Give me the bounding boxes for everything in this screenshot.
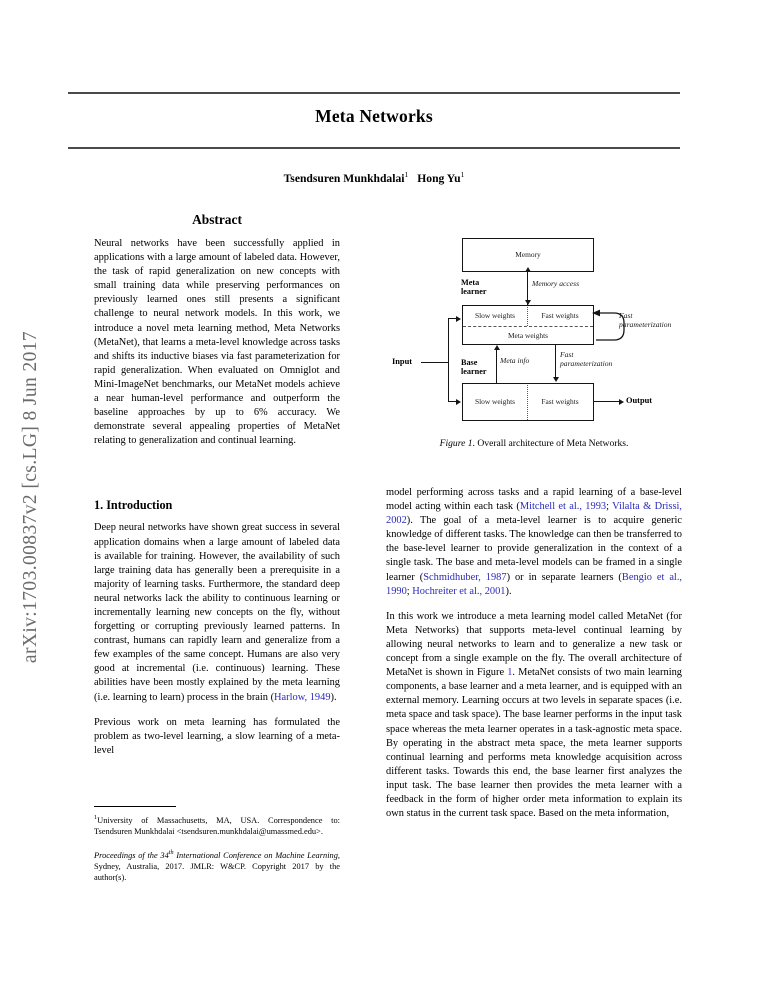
right-p1-part-a: model performing across tasks and a rapid learning of a base-level model acting within each task ( — [386, 487, 682, 513]
meta-slow-weights-label: Slow weights — [474, 311, 516, 320]
right-p1-part-b: ). The goal of a meta-level learner is to acquire generic knowledge of different tasks. The knowledge can then be transferred to the base-level learner to provide generalization in the context of a single task. The base and meta-level models can be framed in a single learner ( — [386, 515, 682, 583]
output-label: Output — [626, 396, 653, 405]
meta-learner-label-line2: learner — [461, 287, 487, 297]
author-affiliation-marker-1: 1 — [404, 170, 409, 179]
fast-parameterization-mid-arrow — [553, 377, 559, 382]
fast-parameterization-mid-line — [555, 345, 556, 378]
citation-schmidhuber-1987[interactable]: Schmidhuber, 1987 — [423, 571, 507, 583]
introduction-heading: 1. Introduction — [94, 498, 173, 513]
base-learner-vertical-divider — [527, 385, 528, 420]
proceedings-part-c: , Sydney, Australia, 2017. JMLR: W&CP. Copyright 2017 by the author(s). — [94, 850, 340, 882]
citation-harlow-1949[interactable]: Harlow, 1949 — [274, 691, 331, 703]
input-label: Input — [392, 357, 413, 366]
memory-access-label: Memory access — [532, 279, 580, 288]
base-learner-label — [461, 358, 486, 377]
output-line — [594, 401, 620, 402]
footnote-affiliation — [94, 812, 340, 837]
base-learner-label-line1: Base — [461, 358, 478, 367]
meta-learner-label — [461, 278, 486, 297]
introduction-paragraph-2: Previous work on meta learning has formulated the problem as two-level learning, a slow learning of a meta-level — [94, 716, 340, 756]
input-stem-line — [421, 362, 449, 363]
footnote-marker: 1 — [94, 814, 98, 821]
proceedings-ordinal: th — [168, 848, 174, 856]
author-affiliation-marker-2: 1 — [460, 170, 465, 179]
footnote-affiliation-text: University of Massachusetts, MA, USA. Correspondence to: Tsendsuren Munkhdalai <tsendsuren.munkhdalai@umassmed.edu>. — [94, 815, 340, 836]
meta-learner-horizontal-divider — [463, 326, 593, 327]
author-name-1: Tsendsuren Munkhdalai — [283, 171, 405, 185]
right-paragraph-2 — [386, 610, 682, 821]
right-column — [386, 486, 682, 821]
input-to-base-arrow — [456, 399, 461, 405]
fast-param-mid-line1: Fast — [560, 350, 574, 359]
page-title: Meta Networks — [315, 106, 433, 126]
meta-info-label: Meta info — [500, 356, 530, 365]
abstract-heading: Abstract — [192, 212, 242, 227]
base-fast-weights-label: Fast weights — [541, 397, 579, 406]
citation-bengio-1990[interactable]: Bengio et al., 1990 — [386, 571, 683, 597]
author-list — [68, 170, 680, 185]
right-p1-sep-1: ; — [606, 501, 613, 513]
proceedings-part-a: Proceedings of the — [94, 850, 161, 860]
output-arrow — [619, 399, 624, 405]
memory-access-arrow-up — [525, 267, 531, 272]
proceedings-part-b: International Conference on Machine Learning — [173, 850, 338, 860]
left-column — [94, 212, 340, 758]
title-rule-top — [68, 92, 680, 94]
right-p1-part-d: ). — [505, 585, 512, 597]
meta-learner-label-line1: Meta — [461, 278, 480, 287]
intro-p1-part-a: Deep neural networks have shown great success in several application domains when a large amount of labeled data is available for training. However, the availability of such large training data has generally been a prerequisite in a majority of learning tasks. Furthermore, the standard deep neural networks lack the ability to continuous learning or incrementally learning new concepts on the fly, without forgetting or corrupting previously learned patterns. In contrast, humans can rapidly learn and generalize from a few examples of the same concept. Humans are also very good at incremental (i.e. continuous) learning. These abilities have been mostly explained by the meta learning (i.e. learning to learn) process in the brain ( — [94, 522, 340, 703]
fast-parameterization-mid-label — [560, 350, 612, 368]
fast-param-right-line2: parameterization — [619, 320, 672, 329]
meta-fast-weights-label: Fast weights — [541, 311, 579, 320]
intro-p1-part-b: ). — [330, 691, 337, 703]
author-name-2: Hong Yu — [417, 171, 461, 185]
input-branch-vertical — [448, 318, 449, 402]
right-p1-sep-2: ; — [406, 585, 413, 597]
title-rule-bottom — [68, 147, 680, 149]
figure-1 — [386, 234, 682, 464]
base-learner-label-line2: learner — [461, 367, 487, 377]
meta-learner-vertical-divider — [527, 307, 528, 326]
footnote-proceedings — [94, 847, 340, 883]
fast-param-mid-line2: parameterization — [560, 359, 613, 368]
figure-caption-number: Figure 1 — [439, 438, 473, 449]
proceedings-number: 34 — [160, 850, 169, 860]
meta-weights-label: Meta weights — [507, 331, 549, 340]
meta-info-arrow — [494, 345, 500, 350]
introduction-paragraph-1 — [94, 521, 340, 704]
figure-caption — [386, 438, 682, 450]
introduction-section — [94, 498, 340, 758]
right-p2-part-a: In this work we introduce a meta learning model called MetaNet (for Meta Networks) that supports meta-level continual learning by allowing neural networks to learn and to generalize a new task or concept from a single example on the fly. The overall architecture of MetaNet is shown in Figure — [386, 610, 682, 679]
arxiv-stamp: arXiv:1703.00837v2 [cs.LG] 8 Jun 2017 — [20, 330, 41, 664]
fast-param-right-line1: Fast — [619, 311, 633, 320]
figure-caption-text: . Overall architecture of Meta Networks. — [472, 438, 629, 449]
meta-info-line — [496, 350, 497, 383]
citation-mitchell-1993[interactable]: Mitchell et al., 1993 — [519, 501, 607, 513]
figure-diagram — [386, 234, 682, 422]
right-p2-part-b: . MetaNet consists of two main learning components, a base learner and a meta learner, and is equipped with an external memory. Learning occurs at two levels in separate spaces (i.e. meta space and task space). The base learner performs in the input task space whereas the meta learner operates in a task-agnostic meta space. By operating in the abstract meta space, the meta learner supports continual learning and performs meta knowledge acquisition across different tasks. Towards this end, the base learner first analyzes the input task. The base learner then provides the meta learner with a feedback in the form of higher order meta information to explain its own status in the current task space. Based on the meta information, — [386, 667, 682, 820]
base-slow-weights-label: Slow weights — [474, 397, 516, 406]
input-to-meta-arrow — [456, 316, 461, 322]
right-paragraph-1 — [386, 486, 682, 599]
fast-parameterization-right-label — [619, 311, 671, 329]
memory-box-label: Memory — [515, 250, 541, 259]
footnote-block — [94, 806, 340, 883]
citation-hochreiter-2001[interactable]: Hochreiter et al., 2001 — [412, 585, 506, 597]
right-p1-part-c: ) or in separate learners ( — [506, 571, 622, 583]
citation-vilalta-drissi-2002[interactable]: Vilalta & Drissi, 2002 — [386, 501, 682, 527]
figure-reference-link[interactable]: 1 — [507, 667, 513, 679]
footnote-rule — [94, 806, 176, 807]
abstract-text: Neural networks have been successfully applied in applications with a large amount of labeled data. However, the task of rapid generalization on new concepts with small training data while preserving performances on previously learned ones still presents a significant challenge to neural network models. In this work, we introduce a novel meta learning method, Meta Networks (MetaNet), that learns a meta-level knowledge across tasks and shifts its inductive biases via fast parameterization for rapid generalization. When evaluated on Omniglot and Mini-ImageNet benchmarks, our MetaNet models achieve a near human-level performance and outperform the baseline approaches by up to 6% accuracy. We demonstrate several appealing properties of MetaNet relating to generalization and continual learning. — [94, 238, 340, 447]
